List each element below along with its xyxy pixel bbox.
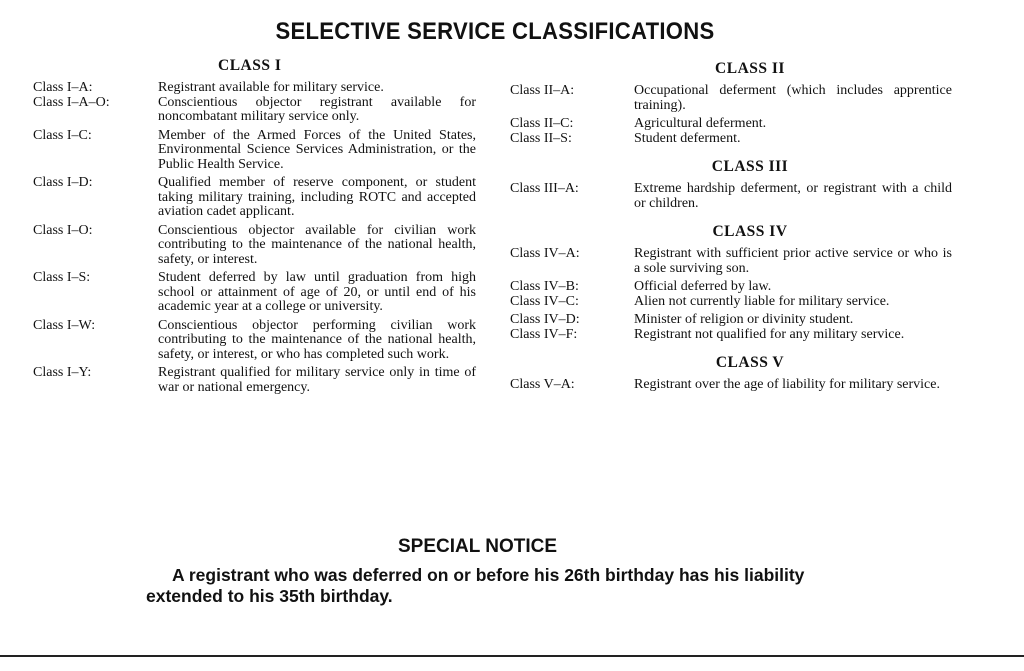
class-description: Registrant not qualified for any military service. <box>634 326 905 342</box>
class-i-heading: CLASS I <box>218 57 282 74</box>
class-entry-1w <box>33 319 483 363</box>
class-code: Class I–W: <box>33 317 96 333</box>
class-entry-1s <box>33 271 483 315</box>
class-code: Class II–A: <box>510 83 575 98</box>
class-code: Class II–S: <box>510 130 572 146</box>
class-description: Qualified member of reserve component, or student taking military training, including ROTC and accepted aviation cadet applicant. <box>158 175 476 219</box>
bottom-divider <box>0 655 1024 657</box>
class-code: Class I–S: <box>33 270 91 285</box>
class-description: Official deferred by law. <box>634 279 772 294</box>
class-description: Occupational deferment (which includes apprentice training). <box>634 83 952 113</box>
class-ii-heading: CLASS II <box>715 60 785 77</box>
class-code: Class I–C: <box>33 127 92 143</box>
class-code: Class I–D: <box>33 175 93 190</box>
class-description: Alien not currently liable for military service. <box>634 293 890 309</box>
class-description: Conscientious objector registrant available for noncombatant military service only. <box>158 94 476 124</box>
class-code: Class I–Y: <box>33 365 92 380</box>
class-entry-1d <box>33 176 483 220</box>
class-entry-5a <box>510 378 960 393</box>
class-code: Class IV–B: <box>510 279 579 294</box>
class-entry-2c <box>510 117 960 132</box>
class-code: Class IV–C: <box>510 293 579 309</box>
special-notice-heading: SPECIAL NOTICE <box>398 536 558 557</box>
class-iv-heading: CLASS IV <box>712 223 788 240</box>
class-description: Agricultural deferment. <box>634 116 767 131</box>
class-entry-2a <box>510 84 960 113</box>
class-code: Class I–O: <box>33 222 93 238</box>
class-description: Registrant available for military service. <box>158 80 384 95</box>
class-entry-1ao <box>33 96 483 125</box>
class-entry-4b <box>510 280 960 295</box>
class-description: Conscientious objector available for civilian work contributing to the maintenance of the national health, safety, or interest. <box>158 222 476 267</box>
class-code: Class IV–F: <box>510 326 578 342</box>
class-entry-1a <box>33 81 483 96</box>
class-description: Member of the Armed Forces of the United States, Environmental Science Services Administration, or the Public Health Service. <box>158 127 476 172</box>
class-code: Class I–A–O: <box>33 94 110 110</box>
class-i-section <box>33 57 483 395</box>
class-entry-1o <box>33 224 483 268</box>
class-entry-4c <box>510 295 960 310</box>
class-code: Class IV–A: <box>510 246 580 261</box>
class-entry-3a <box>510 182 960 211</box>
class-entry-4f <box>510 328 960 343</box>
class-description: Extreme hardship deferment, or registrant with a child or children. <box>634 181 952 211</box>
class-description: Student deferred by law until graduation from high school or attainment of age of 20, or until end of his academic year at a college or university. <box>158 270 476 314</box>
class-code: Class I–A: <box>33 80 93 95</box>
class-entry-1y <box>33 366 483 395</box>
class-entry-4a <box>510 247 960 276</box>
class-description: Registrant qualified for military service only in time of war or national emergency. <box>158 365 476 395</box>
class-entry-1c <box>33 129 483 173</box>
special-notice-text: A registrant who was deferred on or before his 26th birthday has his liability extended to his 35th birthday. <box>146 565 805 606</box>
class-code: Class III–A: <box>510 181 579 196</box>
class-description: Registrant over the age of liability for military service. <box>634 377 940 392</box>
class-code: Class IV–D: <box>510 312 580 327</box>
class-description: Registrant with sufficient prior active service or who is a sole surviving son. <box>634 246 952 276</box>
class-code: Class V–A: <box>510 377 575 392</box>
class-iii-heading: CLASS III <box>711 158 789 175</box>
class-description: Conscientious objector performing civilian work contributing to the maintenance of the national health, safety, or interest, or who has completed such work. <box>158 317 476 362</box>
class-v-heading: CLASS V <box>715 354 785 371</box>
class-description: Minister of religion or divinity student. <box>634 312 854 327</box>
class-entry-4d <box>510 313 960 328</box>
class-entry-2s <box>510 132 960 147</box>
class-code: Class II–C: <box>510 116 574 131</box>
page-title: SELECTIVE SERVICE CLASSIFICATIONS <box>275 18 715 45</box>
right-column <box>510 60 960 393</box>
class-description: Student deferment. <box>634 130 741 146</box>
